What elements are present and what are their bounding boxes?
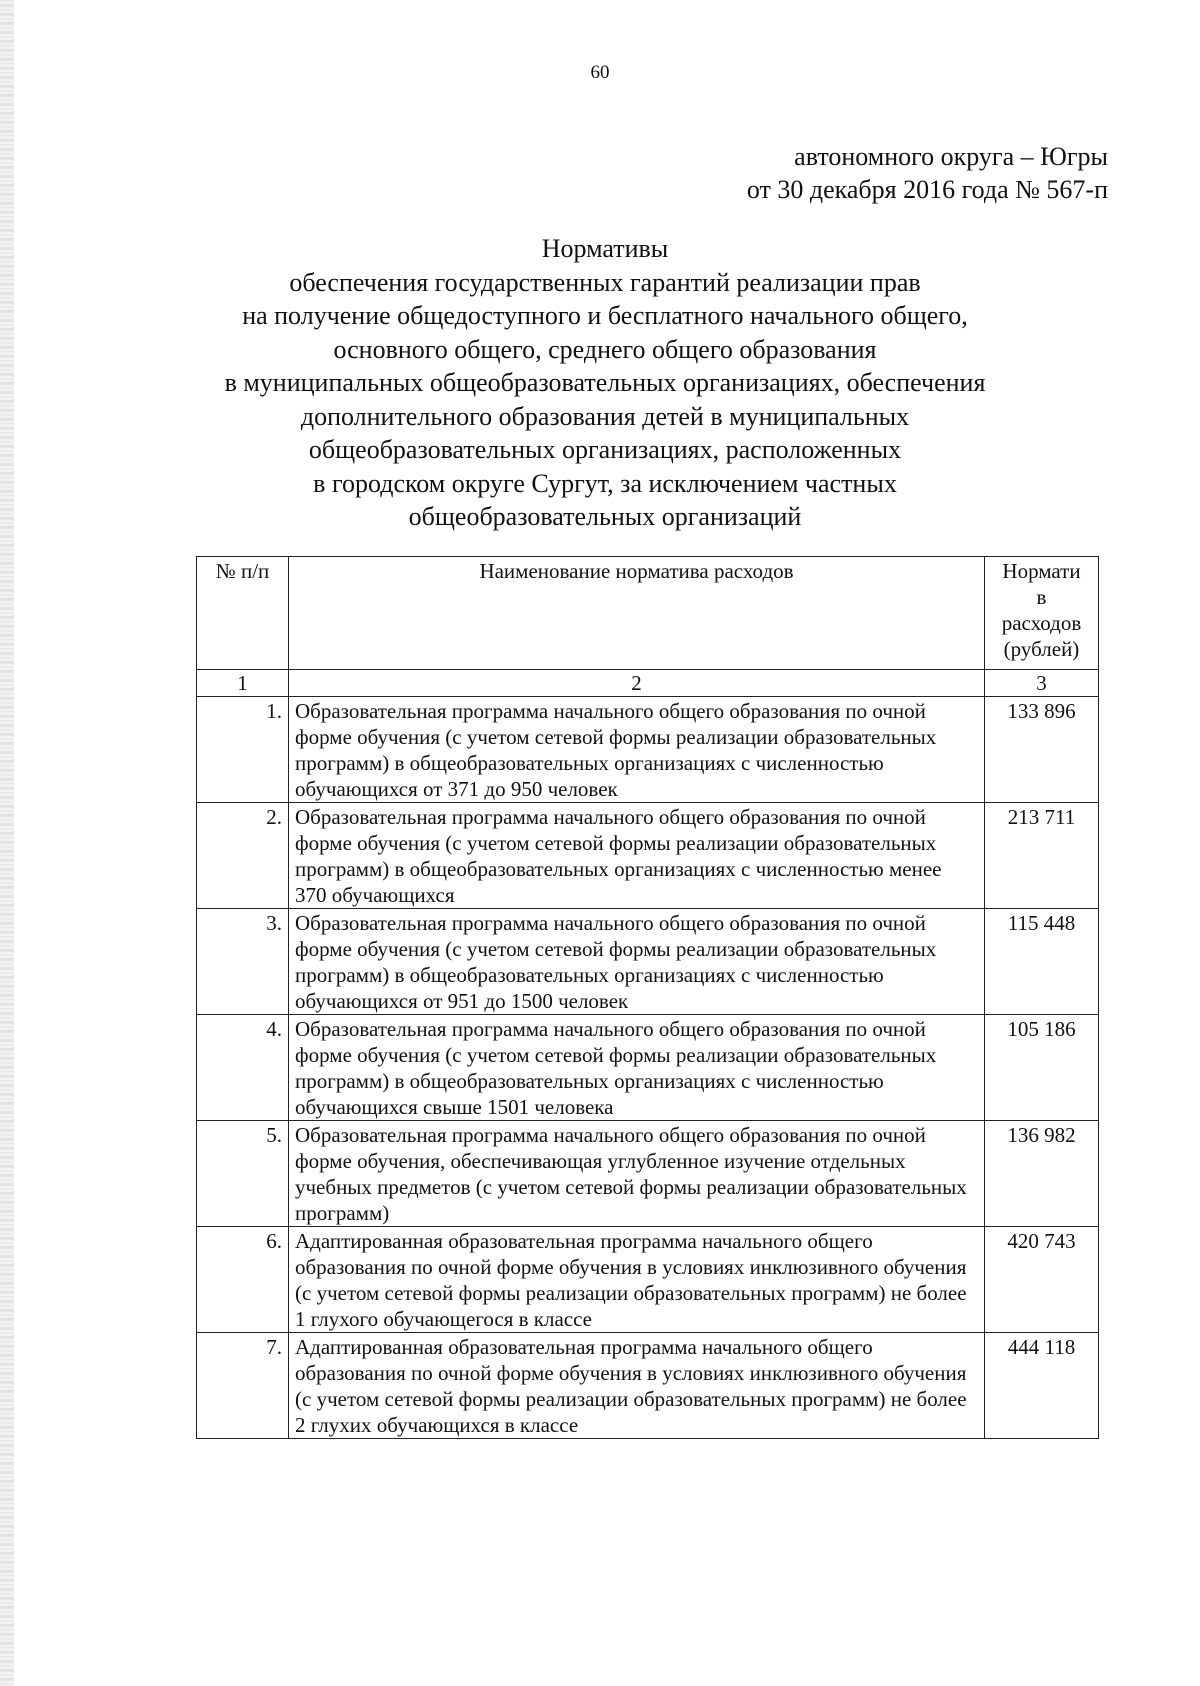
row-number: 2.: [197, 803, 289, 909]
header-norm: [985, 557, 1099, 670]
norms-table: [196, 556, 1099, 1439]
row-name: Образовательная программа начального общего образования по очной форме обучения (с учетом сетевой формы реализации образовательных программ) в общеобразовательных организациях с численностью менее 370 обучающихся: [289, 803, 985, 909]
document-reference-line-1: автономного округа – Югры: [794, 142, 1108, 171]
table-header-row: [197, 557, 1099, 670]
title-line: общеобразовательных организаций: [408, 502, 802, 531]
row-name: Образовательная программа начального общего образования по очной форме обучения (с учетом сетевой формы реализации образовательных программ) в общеобразовательных организациях с численностью обучающихся от 371 до 950 человек: [289, 697, 985, 803]
row-name: Адаптированная образовательная программа начального общего образования по очной форме обучения в условиях инклюзивного обучения (с учетом сетевой формы реализации образовательных программ) не более 1 глухого обучающегося в классе: [289, 1227, 985, 1333]
row-name: Образовательная программа начального общего образования по очной форме обучения, обеспечивающая углубленное изучение отдельных учебных предметов (с учетом сетевой формы реализации образовательных программ): [289, 1121, 985, 1227]
header-name: Наименование норматива расходов: [289, 557, 985, 670]
scan-edge: [0, 0, 14, 1686]
row-number: 3.: [197, 909, 289, 1015]
column-numbers-row: [197, 670, 1099, 697]
row-value: 444 118: [985, 1333, 1099, 1439]
title-line: обеспечения государственных гарантий реализации прав: [289, 267, 921, 297]
column-number: 3: [985, 670, 1099, 697]
table-row: [197, 803, 1099, 909]
row-name: Образовательная программа начального общего образования по очной форме обучения (с учетом сетевой формы реализации образовательных программ) в общеобразовательных организациях с численностью обучающихся от 951 до 1500 человек: [289, 909, 985, 1015]
row-number: 6.: [197, 1227, 289, 1333]
column-number: 1: [197, 670, 289, 697]
title-line: дополнительного образования детей в муниципальных: [300, 401, 910, 431]
table-row: [197, 1333, 1099, 1439]
header-norm-text: Нормати в расходов (рублей): [1001, 559, 1082, 661]
title-line: основного общего, среднего общего образования: [333, 334, 877, 364]
document-reference-line-2: от 30 декабря 2016 года № 567-п: [746, 175, 1108, 204]
row-number: 1.: [197, 697, 289, 803]
title-line: общеобразовательных организациях, расположенных: [308, 435, 902, 464]
row-number: 4.: [197, 1015, 289, 1121]
row-value: 213 711: [985, 803, 1099, 909]
table-row: [197, 1015, 1099, 1121]
row-value: 133 896: [985, 697, 1099, 803]
title-line: в городском округе Сургут, за исключением частных: [313, 468, 897, 498]
title-line: в муниципальных общеобразовательных организациях, обеспечения: [224, 368, 986, 397]
table-row: [197, 1121, 1099, 1227]
row-value: 105 186: [985, 1015, 1099, 1121]
row-value: 136 982: [985, 1121, 1099, 1227]
page-number: 60: [590, 62, 610, 83]
table-row: [197, 1227, 1099, 1333]
row-number: 7.: [197, 1333, 289, 1439]
table-row: [197, 909, 1099, 1015]
title-line: на получение общедоступного и бесплатного начального общего,: [242, 301, 968, 330]
row-name: Адаптированная образовательная программа начального общего образования по очной форме обучения в условиях инклюзивного обучения (с учетом сетевой формы реализации образовательных программ) не более 2 глухих обучающихся в классе: [289, 1333, 985, 1439]
row-value: 115 448: [985, 909, 1099, 1015]
title-line: Нормативы: [541, 234, 669, 263]
table-row: [197, 697, 1099, 803]
column-number: 2: [289, 670, 985, 697]
row-number: 5.: [197, 1121, 289, 1227]
row-value: 420 743: [985, 1227, 1099, 1333]
row-name: Образовательная программа начального общего образования по очной форме обучения (с учетом сетевой формы реализации образовательных программ) в общеобразовательных организациях с численностью обучающихся свыше 1501 человека: [289, 1015, 985, 1121]
document-title: [170, 232, 1040, 534]
document-reference: [747, 140, 1108, 206]
header-number: № п/п: [197, 557, 289, 670]
